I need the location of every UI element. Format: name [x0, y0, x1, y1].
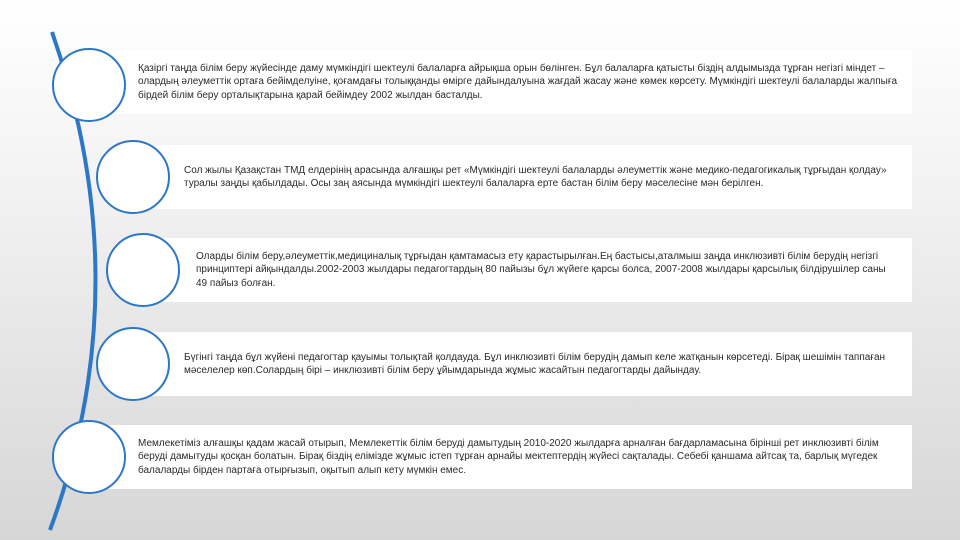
timeline-node-1	[52, 48, 126, 122]
timeline-text-1: Қазіргі таңда білім беру жүйесінде даму мүмкіндігі шектеулі балаларға айрықша орын бөлінген. Бұл балаларға қатысты біздің алдымызда тұрған негізгі міндет – олардың әлеуметтік ортаға бейімделуіне, қоғамдағы толыққанды өмірге дайындалуына жағдай жасау және көмек көрсету. Мүмкіндігі шектеулі балаларды жалпыға бірдей білім беру орталықтарына қарай бейімдеу 2002 жылдан басталды.	[138, 62, 898, 101]
timeline-text-3: Оларды білім беру,әлеуметтік,медициналық тұрғыдан қамтамасыз ету қарастырылған.Ең бастысы,аталмыш заңда инклюзивті білім берудің негізгі принциптері айқындалды.2002-2003 жылдары педагогтардың 80 пайызы бұл жүйеге қарсы болса, 2007-2008 жылдары қарсылық білдірушілер саны 49 пайыз болған.	[196, 250, 886, 289]
timeline-row-3	[150, 238, 912, 302]
timeline-node-4	[96, 327, 170, 401]
timeline-node-5	[52, 420, 126, 494]
timeline-text-5: Мемлекетіміз алғашқы қадам жасай отырып, Мемлекеттік білім беруді дамытудың 2010-2020 жылдарға арналған бағдарламасына бірінші рет инклюзивті білім беруді дамытуды қосқан болатын. Бірақ біздің елімізде жұмыс істеп тұрған арнайы мектептердің жүйесі сақталады. Себебі қаншама айтсақ та, барлық мүгедек балаларды бірден партаға отырғызып, оқытып алып кету мүмкін емес.	[138, 437, 879, 476]
timeline-node-3	[106, 233, 180, 307]
timeline-text-2: Сол жылы Қазақстан ТМД елдерінің арасында алғашқы рет «Мүмкіндігі шектеулі балаларды әлеуметтік және медико-педагогикалық тұрғыдан қолдау» туралы заңды қабылдады. Осы заң аясында мүмкіндігі шектеулі балаларға ерте бастан білім беру мәселесіне мән берілген.	[184, 164, 887, 189]
timeline-row-2	[140, 145, 912, 209]
timeline-row-5	[90, 425, 912, 489]
timeline-row-1	[90, 50, 912, 114]
timeline-text-4: Бүгінгі таңда бұл жүйені педагогтар қауымы толықтай қолдауда. Бұл инклюзивті білім берудің дамып келе жатқанын көрсетеді. Бірақ шешімін таппаған мәселелер көп.Солардың бірі – инклюзивті білім беру ұйымдарында жұмыс жасайтын педагогтарды дайындау.	[184, 351, 886, 376]
timeline-node-2	[96, 140, 170, 214]
timeline-row-4	[140, 332, 912, 396]
